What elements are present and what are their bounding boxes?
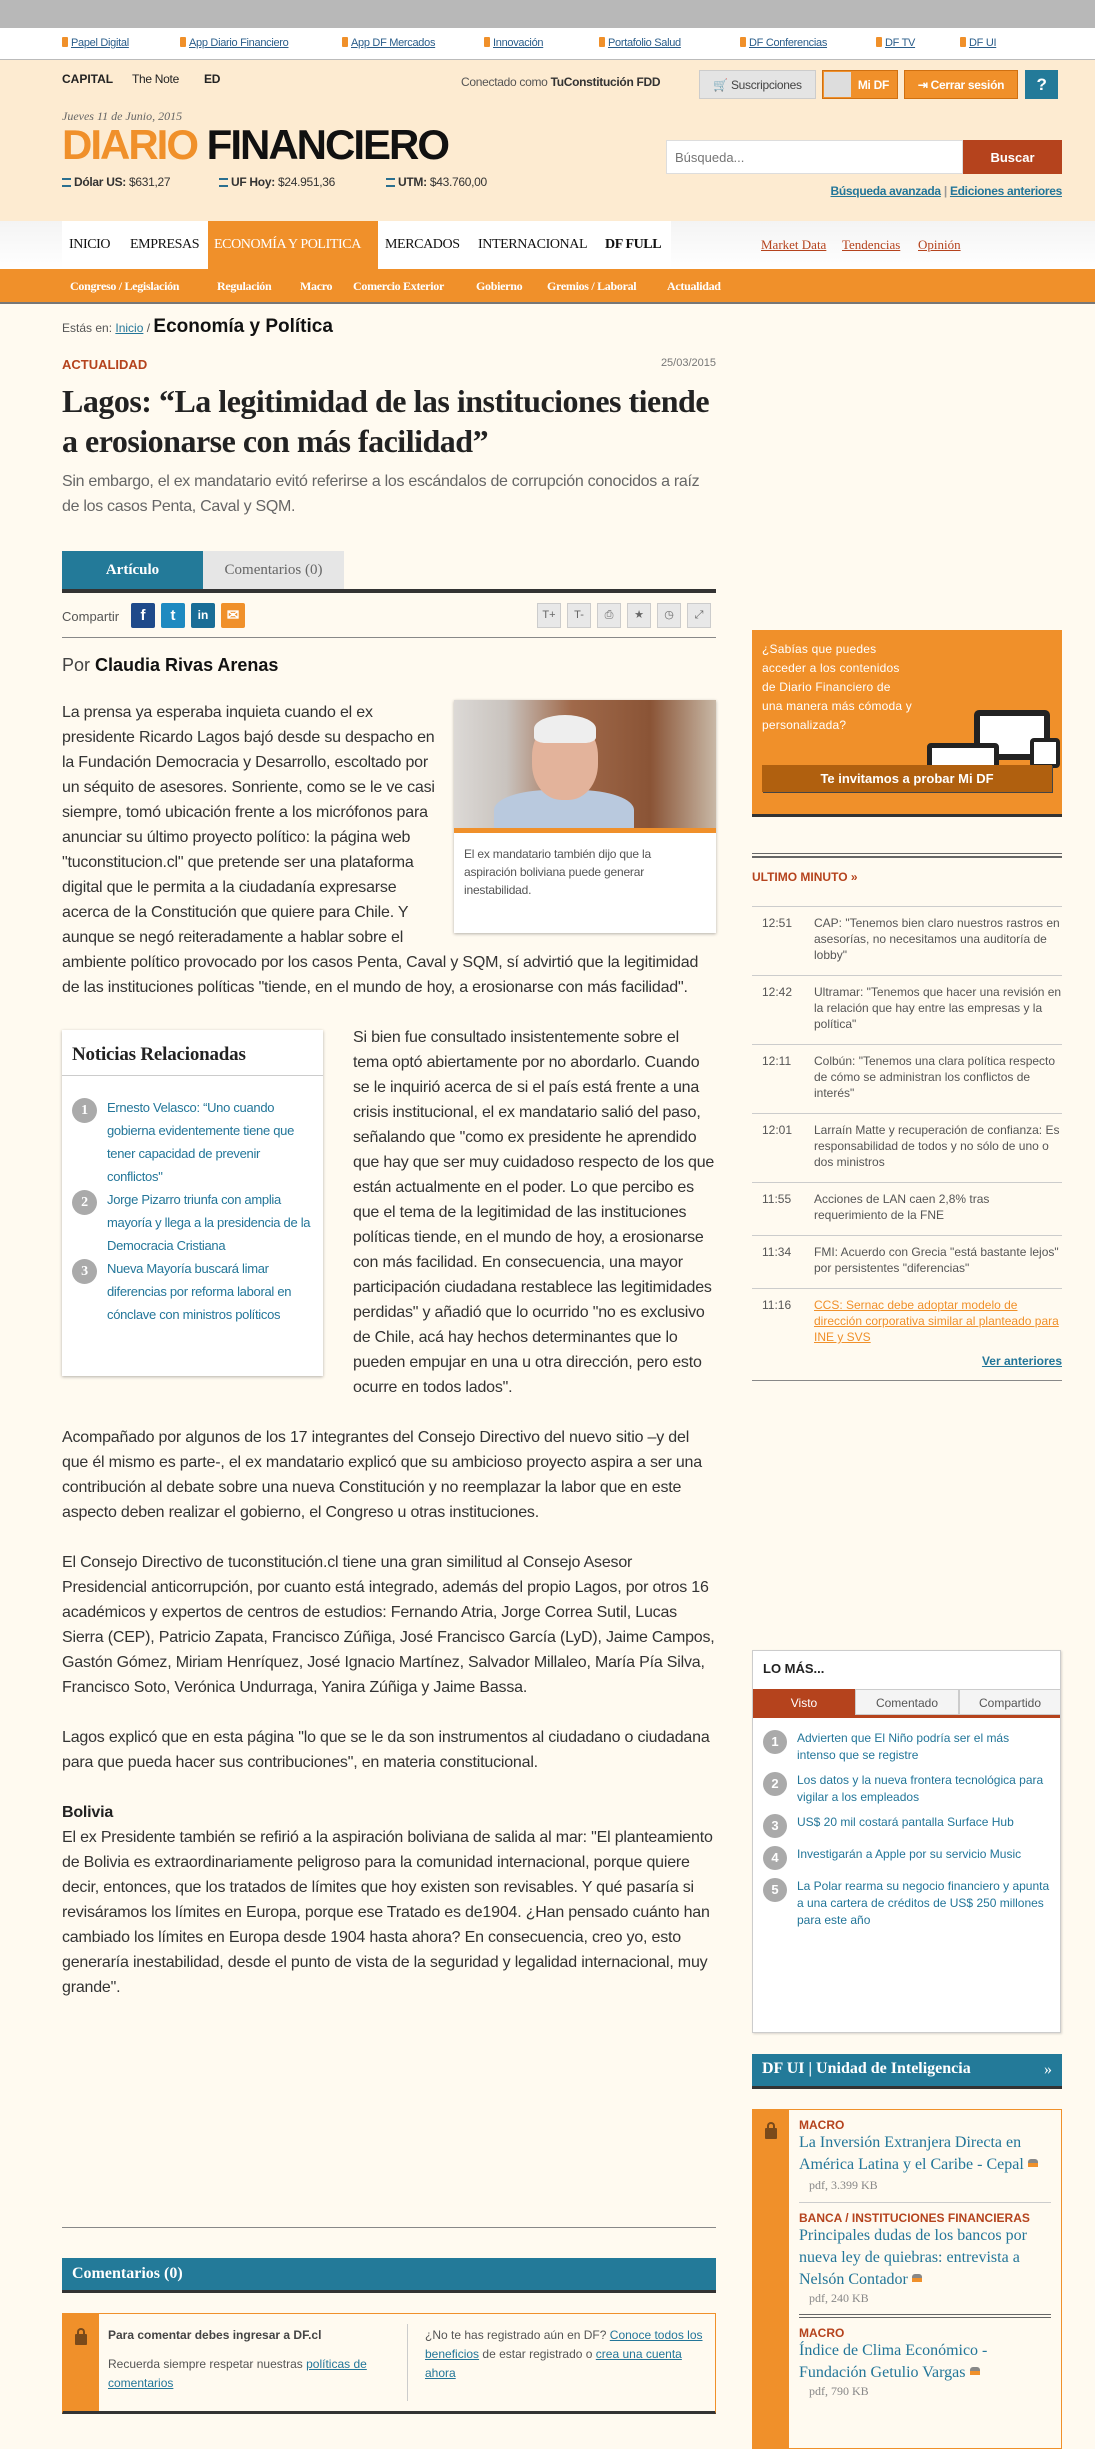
item-text: Colbún: "Tenemos una clara política respecto de cómo se administran los conflictos de interés" — [814, 1054, 1056, 1100]
connected-prefix: Conectado como — [461, 75, 548, 89]
item-title: La Inversión Extranjera Directa en América Latina y el Caribe - Cepal — [799, 2134, 1024, 2173]
tab-visto[interactable]: Visto — [753, 1689, 855, 1715]
nav-link-market-data[interactable]: Market Data — [761, 237, 827, 252]
lock-icon — [1028, 2159, 1038, 2167]
sister-site-ed[interactable]: ED — [204, 72, 221, 86]
logout-icon: ⇥ — [917, 78, 928, 92]
item-time: 11:55 — [762, 1192, 792, 1206]
paragraph: La prensa ya esperaba inquieta cuando el ex presidente Ricardo Lagos bajó desde su despacho en la Fundación Democracia y Desarrollo, escoltado por un séquito de asesores. Sonriente, como se le ve casi siempre, tomó ubicación frente a los micrófonos para anunciar su último proyecto político: la página web "tuconstitucion.cl" que pretende ser una plataforma digital que le permita a la ciudadanía expresarse acerca de la Constitución que quiere para Chile. Y aunque se negó reiteradamente a hablar sobre el ambiente político provocado por los casos Penta, Caval y SQM, sí advirtió que la legitimidad de las instituciones políticas "tiende, en el mundo de hoy, a erosionarse con más facilidad". — [62, 704, 699, 996]
top-link-df-tv[interactable] — [876, 37, 915, 49]
number-badge: 2 — [72, 1190, 97, 1215]
file-size: pdf, 790 KB — [809, 2384, 869, 2398]
related-item[interactable] — [72, 1188, 313, 1257]
list-item[interactable] — [752, 1182, 1062, 1235]
help-button[interactable]: ? — [1025, 70, 1058, 99]
comment-policy-link[interactable]: políticas de comentarios — [108, 2357, 367, 2390]
divider — [752, 1380, 1062, 1381]
link-label: DF TV — [885, 37, 916, 49]
link-label: Innovación — [493, 37, 544, 49]
register-text: ¿No te has registrado aún en DF? — [425, 2328, 607, 2342]
related-item-text: Nueva Mayoría buscará limar diferencias por reforma laboral en cónclave con ministros políticos — [107, 1261, 292, 1322]
font-decrease-icon[interactable]: T- — [567, 603, 591, 628]
top-link-df-ui[interactable] — [960, 37, 996, 49]
midf-label: Mi DF — [857, 78, 889, 92]
list-icon — [62, 178, 71, 187]
link-label: App Diario Financiero — [189, 37, 289, 49]
related-item-text: Jorge Pizarro triunfa con amplia mayoría y llega a la presidencia de la Democracia Cristiana — [107, 1192, 311, 1253]
site-logo[interactable] — [62, 121, 449, 168]
comments-login-box — [62, 2313, 716, 2414]
ultimo-minuto-title[interactable]: ULTIMO MINUTO » — [752, 870, 858, 884]
top-link-app-mercados[interactable] — [342, 37, 435, 49]
number-badge: 1 — [72, 1098, 97, 1123]
breadcrumb-separator: / — [146, 321, 151, 335]
nav-link-tendencias[interactable]: Tendencias — [842, 237, 901, 252]
link-label: DF Conferencias — [749, 37, 828, 49]
midf-button[interactable] — [822, 70, 898, 99]
connected-status — [461, 75, 660, 89]
list-item[interactable] — [763, 1846, 1050, 1870]
divider — [407, 2324, 408, 2401]
list-item[interactable] — [752, 1044, 1062, 1113]
cart-icon: 🛒 — [713, 78, 728, 92]
item-text: CCS: Sernac debe adoptar modelo de dirección corporativa similar al planteado para INE y SVS — [814, 1298, 1059, 1344]
facebook-icon[interactable]: f — [131, 603, 155, 628]
item-title: Índice de Clima Económico - Fundación Getulio Vargas — [799, 2342, 988, 2381]
divider — [62, 2227, 716, 2228]
link-label: Papel Digital — [71, 37, 129, 49]
list-item[interactable] — [763, 1878, 1050, 1929]
breadcrumb-prefix: Estás en: — [62, 321, 113, 335]
search-button[interactable]: Buscar — [963, 140, 1062, 174]
item-text: Los datos y la nueva frontera tecnológica para vigilar a los empleados — [797, 1773, 1044, 1804]
logout-button[interactable] — [904, 70, 1018, 99]
search-links: Búsqueda avanzada | Ediciones anteriores — [830, 184, 1062, 198]
share-toolbar — [62, 603, 716, 638]
paragraph: El ex Presidente también se refirió a la aspiración boliviana de salida al mar: "El planteamiento de Bolivia es extraordinariamente peligroso para la comunidad internacional, porque quiere decir, entonces, que los tratados de límites que hoy existen son revisables. Y qué pasaría si revisáramos los límites en Europa, porque ese Tratado es de1904. ¿Han pensado cuánto han cambiado los límites en Europa desde 1904 hasta ahora? En consecuencia, creo yo, esto generaría inestabilidad, desde el punto de vista de la seguridad y legalidad internacional, muy grande". — [62, 1829, 713, 1996]
breadcrumb-current: Economía y Política — [153, 316, 333, 337]
lock-strip — [63, 2314, 99, 2411]
sub-nav — [0, 269, 1095, 304]
signal-icon — [960, 37, 966, 47]
register-mid-text: de estar registrado o — [482, 2347, 593, 2361]
item-time: 12:51 — [762, 916, 793, 930]
item-time: 11:16 — [762, 1298, 792, 1312]
star-icon[interactable]: ★ — [627, 603, 651, 628]
midf-promo[interactable] — [752, 630, 1062, 817]
item-text: Larraín Matte y recuperación de confianza: Es responsabilidad de todos y no sólo de uno o dos ministros — [814, 1123, 1060, 1169]
subscriptions-button[interactable] — [699, 70, 816, 99]
list-item[interactable] — [752, 906, 1062, 975]
login-required-text: Para comentar debes ingresar a DF.cl — [108, 2328, 322, 2342]
benefits-link[interactable]: Conoce todos los beneficios — [425, 2328, 703, 2361]
paragraph: El Consejo Directivo de tuconstitución.cl tiene una gran similitud al Consejo Asesor Presidencial anticorrupción, por cuanto está integrado, además del propio Lagos, por otros 16 académicos y expertos de centros de estudios: Fernando Atria, Jorge Correa Sutil, Lucas Sierra (CEP), Patricio Zapata, Francisco Zúñiga, José Francisco García (LyD), Jaime Campos, Gastón Gómez, Miriam Henríquez, José Ignacio Martínez, Salvador Millaleo, María Pía Silva, Francisco Soto, Verónica Undurraga, Yanira Zúñiga y Jaime Bassa. — [62, 1554, 715, 1696]
paragraph: Lagos explicó que en esta página "lo que se le da son instrumentos al ciudadano o ciudadana para que pueda hacer sus contribuciones", en materia constitucional. — [62, 1729, 710, 1771]
font-increase-icon[interactable]: T+ — [537, 603, 561, 628]
subnav-actualidad[interactable]: Actualidad — [667, 279, 721, 293]
article-date: 25/03/2015 — [660, 357, 716, 369]
divider — [752, 853, 1062, 858]
related-news-box — [62, 1030, 323, 1376]
breadcrumb — [62, 316, 333, 338]
list-icon — [386, 178, 395, 187]
lock-icon — [912, 2274, 922, 2282]
top-link-papel-digital[interactable] — [62, 37, 129, 49]
dfui-item[interactable] — [799, 2318, 1051, 2407]
phone-icon — [342, 37, 348, 47]
number-badge: 3 — [72, 1259, 97, 1284]
search-input[interactable] — [666, 140, 963, 174]
file-size: pdf, 3.399 KB — [809, 2178, 878, 2192]
subnav-comercio-exterior[interactable]: Comercio Exterior — [353, 279, 444, 293]
item-text: Advierten que El Niño podría ser el más intenso que se registre — [797, 1731, 1010, 1762]
rate-uf: UF Hoy: $24.951,36 — [219, 175, 335, 189]
logo-part-financiero: FINANCIERO — [206, 121, 449, 168]
clock-icon[interactable]: ◷ — [657, 603, 681, 628]
lock-icon — [765, 2128, 777, 2139]
site-header — [0, 60, 1095, 221]
rate-utm: UTM: $43.760,00 — [386, 175, 487, 189]
lo-mas-title: LO MÁS... — [763, 1661, 825, 1676]
top-links-bar — [0, 28, 1095, 60]
subnav-regulacion[interactable]: Regulación — [217, 279, 272, 293]
twitter-icon[interactable]: t — [161, 603, 185, 628]
subnav-gremios[interactable]: Gremios / Laboral — [547, 279, 637, 293]
item-time: 12:42 — [762, 985, 793, 999]
nav-item-inicio[interactable]: INICIO — [69, 237, 111, 252]
chevron-right-icon: » — [1044, 2061, 1052, 2078]
dfui-header[interactable] — [752, 2054, 1062, 2089]
article-tabs — [62, 551, 716, 593]
nav-item-internacional[interactable]: INTERNACIONAL — [478, 237, 588, 252]
tab-comentarios[interactable]: Comentarios (0) — [203, 551, 344, 589]
paragraph: Si bien fue consultado insistentemente sobre el tema optó abiertamente por no abordarlo. Cuando se le inquirió acerca de si el país está frente a una crisis institucional, el ex mandatario salió del paso, señalando que "como ex presidente he aprendido que hay que ser muy cuidadoso respecto de los que están actualmente en el poder. Lo que percibo es que el tema de la legitimidad de las instituciones políticas tiende, en el mundo de hoy, a erosionarse con más facilidad. En consecuencia, una mayor participación ciudadana restablece las legitimidades perdidas" y añadió que lo ocurrido "no es exclusivo de Chile, acá hay hechos determinantes que lo pueden empujar en una u otra dirección, pero esto ocurre en todos lados". — [353, 1029, 715, 1396]
link-label: App DF Mercados — [351, 37, 436, 49]
lo-mas-widget — [752, 1650, 1061, 2033]
list-item[interactable] — [752, 975, 1062, 1044]
item-category: BANCA / INSTITUCIONES FINANCIERAS — [799, 2211, 1030, 2225]
item-time: 12:11 — [762, 1054, 792, 1068]
briefcase-icon — [599, 37, 605, 47]
dfui-item[interactable] — [799, 2110, 1051, 2203]
item-text: Investigarán a Apple por su servicio Music — [797, 1847, 1022, 1861]
tab-articulo[interactable]: Artículo — [62, 551, 203, 589]
subscriptions-label: Suscripciones — [730, 78, 802, 92]
number-badge: 5 — [763, 1878, 787, 1902]
try-midf-button[interactable]: Te invitamos a probar Mi DF — [762, 765, 1052, 792]
paragraph: Acompañado por algunos de los 17 integrantes del Consejo Directivo del nuevo sitio –y del que él mismo es parte-, el ex mandatario explicó que su ambicioso proyecto aspira a ser una contribución al debate sobre una nueva Constitución y no reemplazar la labor que en este aspecto deben realizar el gobierno, el Congreso u otras instituciones. — [62, 1429, 702, 1521]
list-item[interactable] — [763, 1814, 1050, 1838]
advanced-search-link[interactable]: Búsqueda avanzada — [830, 184, 941, 198]
phone-icon — [1030, 738, 1060, 768]
nav-link-opinion[interactable]: Opinión — [918, 237, 961, 252]
past-editions-link[interactable]: Ediciones anteriores — [949, 184, 1062, 198]
related-item-text: Ernesto Velasco: “Uno cuando gobierna evidentemente tiene que tener capacidad de prevenir conflictos" — [107, 1100, 294, 1184]
lock-strip — [753, 2110, 789, 2448]
link-label: Portafolio Salud — [608, 37, 681, 49]
microphone-icon — [740, 37, 746, 47]
create-account-link[interactable]: crea una cuenta ahora — [425, 2347, 682, 2380]
article-subtitle: Sin embargo, el ex mandatario evitó referirse a los escándalos de corrupción conocidos a raíz de los casos Penta, Caval y SQM. — [62, 473, 700, 515]
number-badge: 3 — [763, 1814, 787, 1838]
document-icon — [62, 37, 68, 47]
nav-item-df-full[interactable]: DF FULL — [605, 237, 662, 252]
article-section[interactable]: ACTUALIDAD — [62, 357, 148, 372]
ultimo-minuto-list — [752, 906, 1062, 1357]
link-label: DF UI — [969, 37, 997, 49]
number-badge: 4 — [763, 1846, 787, 1870]
logout-label: Cerrar sesión — [930, 78, 1005, 92]
byline — [62, 655, 278, 676]
item-title: Principales dudas de los bancos por nueva ley de quiebras: entrevista a Nelsón Contador — [799, 2227, 1027, 2288]
item-text: CAP: "Tenemos bien claro nuestros rastros en asesorías, no necesitamos una auditoría de lobby" — [814, 916, 1060, 962]
email-icon[interactable]: ✉ — [221, 603, 245, 628]
list-item[interactable] — [763, 1772, 1050, 1806]
byline-prefix: Por — [62, 655, 91, 675]
top-link-app-df[interactable] — [180, 37, 288, 49]
subheading: Bolivia — [62, 1804, 114, 1821]
comments-header: Comentarios (0) — [62, 2258, 716, 2293]
sister-site-the-note[interactable]: The Note — [132, 72, 179, 86]
number-badge: 2 — [763, 1772, 787, 1796]
item-text: US$ 20 mil costará pantalla Surface Hub — [797, 1815, 1014, 1829]
item-time: 12:01 — [762, 1123, 793, 1137]
logo-part-diario: DIARIO — [62, 121, 197, 168]
number-badge: 1 — [763, 1730, 787, 1754]
top-link-df-conferencias[interactable] — [740, 37, 827, 49]
print-icon[interactable]: ⎙ — [597, 603, 621, 628]
tab-comentado[interactable]: Comentado — [855, 1689, 959, 1715]
tv-icon — [876, 37, 882, 47]
avatar — [824, 72, 851, 97]
top-link-innovacion[interactable] — [484, 37, 543, 49]
see-older-link[interactable]: Ver anteriores — [981, 1354, 1062, 1368]
breadcrumb-home-link[interactable]: Inicio — [115, 321, 144, 335]
list-icon — [219, 178, 228, 187]
photo-caption: El ex mandatario también dijo que la aspiración boliviana puede generar inestabilidad. — [464, 847, 651, 897]
item-category: MACRO — [799, 2118, 845, 2132]
promo-text: ¿Sabías que puedes acceder a los contenidos de Diario Financiero de una manera más cómoda y personalizada? — [762, 642, 913, 732]
item-text: La Polar rearma su negocio financiero y apunta a una cartera de créditos de US$ 250 millones para este año — [797, 1879, 1050, 1927]
item-text: Ultramar: "Tenemos que hacer una revisión en la relación que hay entre las empresas y la política" — [814, 985, 1062, 1031]
linkedin-icon[interactable]: in — [191, 603, 215, 628]
phone-icon — [180, 37, 186, 47]
related-news-title: Noticias Relacionadas — [62, 1030, 323, 1076]
main-nav — [0, 221, 1095, 269]
connected-user: TuConstitución FDD — [550, 75, 661, 89]
dfui-title: DF UI | Unidad de Inteligencia — [762, 2060, 971, 2077]
subnav-congreso[interactable]: Congreso / Legislación — [70, 279, 180, 293]
lock-icon — [75, 2334, 87, 2345]
nav-item-empresas[interactable]: EMPRESAS — [130, 237, 200, 252]
list-item[interactable] — [752, 1113, 1062, 1182]
tab-compartido[interactable]: Compartido — [959, 1689, 1061, 1715]
nav-item-mercados[interactable]: MERCADOS — [385, 237, 460, 252]
related-item[interactable] — [72, 1096, 313, 1188]
dfui-list — [752, 2109, 1062, 2449]
current-date: Jueves 11 de Junio, 2015 — [62, 109, 183, 123]
sister-site-capital[interactable]: CAPITAL — [62, 72, 114, 86]
item-text: Acciones de LAN caen 2,8% tras requerimiento de la FNE — [814, 1192, 990, 1222]
remember-text: Recuerda siempre respetar nuestras — [108, 2357, 303, 2371]
rate-dolar: Dólar US: $631,27 — [62, 175, 170, 189]
list-item[interactable] — [752, 1235, 1062, 1288]
fullscreen-icon[interactable]: ⤢ — [687, 603, 711, 628]
subnav-gobierno[interactable]: Gobierno — [476, 279, 523, 293]
briefcase-icon — [484, 37, 490, 47]
list-item[interactable] — [752, 1288, 1062, 1357]
article-body — [62, 700, 716, 2025]
article-figure — [454, 700, 716, 933]
dfui-item[interactable] — [799, 2203, 1051, 2318]
subnav-macro[interactable]: Macro — [300, 279, 333, 293]
lock-icon — [970, 2367, 980, 2375]
item-text: FMI: Acuerdo con Grecia "está bastante lejos" por persistentes "diferencias" — [814, 1245, 1059, 1275]
browser-chrome-bar — [0, 0, 1095, 28]
item-time: 11:34 — [762, 1245, 792, 1259]
lo-mas-tabs — [753, 1689, 1060, 1718]
item-category: MACRO — [799, 2326, 845, 2340]
file-size: pdf, 240 KB — [809, 2291, 869, 2305]
related-item[interactable] — [72, 1257, 313, 1326]
nav-item-economia[interactable]: ECONOMÍA Y POLITICA — [208, 221, 378, 269]
share-label: Compartir — [62, 609, 120, 624]
article-title: Lagos: “La legitimidad de las instituciones tiende a erosionarse con más facilidad” — [62, 383, 710, 459]
article-photo[interactable] — [454, 700, 716, 833]
list-item[interactable] — [763, 1730, 1050, 1764]
top-link-portafolio-salud[interactable] — [599, 37, 681, 49]
author-name: Claudia Rivas Arenas — [95, 655, 279, 675]
